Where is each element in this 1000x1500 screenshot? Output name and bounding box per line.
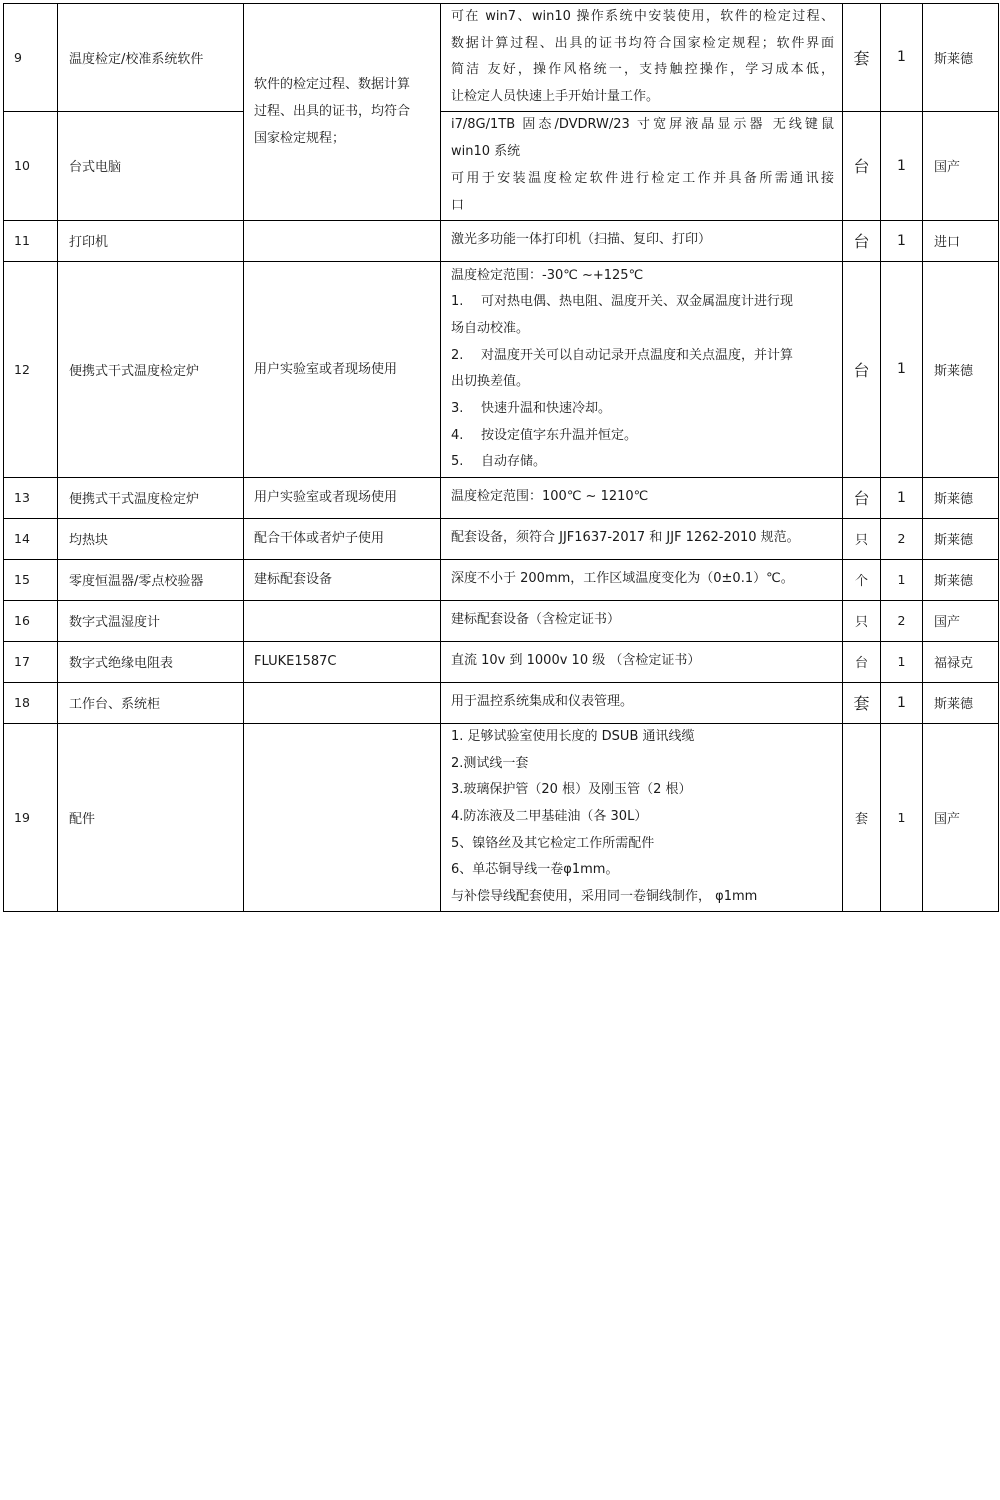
row-number: 18 (4, 682, 58, 723)
table-row (4, 261, 999, 477)
description-line: 1. 可对热电偶、热电阻、温度开关、双金属温度计进行现 (451, 294, 794, 310)
table-row (4, 4, 999, 112)
item-quantity: 1 (881, 641, 923, 682)
item-unit: 只 (843, 600, 881, 641)
item-quantity: 1 (881, 4, 923, 112)
item-manufacturer: 斯莱德 (923, 559, 999, 600)
item-usage (244, 220, 441, 261)
description-line: 场自动校准。 (451, 320, 530, 336)
row-number: 16 (4, 600, 58, 641)
table-row (4, 723, 999, 911)
item-manufacturer: 斯莱德 (923, 518, 999, 559)
item-quantity: 1 (881, 682, 923, 723)
item-name: 打印机 (58, 220, 244, 261)
row-number: 11 (4, 220, 58, 261)
row-number: 14 (4, 518, 58, 559)
item-usage (244, 723, 441, 911)
item-manufacturer: 斯莱德 (923, 682, 999, 723)
item-description (441, 600, 843, 641)
description-line: 简洁 友好，操作风格统一，支持触控操作，学习成本低， (451, 62, 834, 78)
item-name: 配件 (58, 723, 244, 911)
item-quantity: 1 (881, 220, 923, 261)
table-row (4, 600, 999, 641)
item-description (441, 641, 843, 682)
table-row (4, 559, 999, 600)
table-row (4, 220, 999, 261)
item-description (441, 111, 843, 220)
item-unit: 套 (843, 4, 881, 112)
description-line: 4.防冻液及二甲基硅油（各 30L） (451, 808, 648, 824)
item-description (441, 723, 843, 911)
item-manufacturer: 进口 (923, 220, 999, 261)
description-line: i7/8G/1TB 固态/DVDRW/23 寸宽屏液晶显示器 无线键鼠 (451, 117, 834, 133)
description-line: 与补偿导线配套使用，采用同一卷铜线制作， φ1mm (451, 889, 758, 905)
item-manufacturer: 福禄克 (923, 641, 999, 682)
row-number: 19 (4, 723, 58, 911)
item-name: 零度恒温器/零点校验器 (58, 559, 244, 600)
item-name: 便携式干式温度检定炉 (58, 261, 244, 477)
item-quantity: 1 (881, 477, 923, 518)
item-description (441, 682, 843, 723)
description-line: 5、镍铬丝及其它检定工作所需配件 (451, 835, 655, 851)
table-row (4, 477, 999, 518)
item-usage (244, 682, 441, 723)
table-row (4, 682, 999, 723)
item-name: 均热块 (58, 518, 244, 559)
item-manufacturer: 国产 (923, 723, 999, 911)
item-unit: 只 (843, 518, 881, 559)
row-number: 12 (4, 261, 58, 477)
item-unit: 套 (843, 682, 881, 723)
description-line: 1. 足够试验室使用长度的 DSUB 通讯线缆 (451, 728, 695, 744)
row-number: 13 (4, 477, 58, 518)
item-unit: 套 (843, 723, 881, 911)
description-line: 温度检定范围：-30℃ ~+125℃ (451, 267, 644, 283)
description-line: 直流 10v 到 1000v 10 级 （含检定证书） (451, 653, 701, 669)
item-usage: 配合干体或者炉子使用 (244, 518, 441, 559)
table-row (4, 111, 999, 220)
usage-line: 过程、出具的证书，均符合 (254, 104, 411, 120)
item-name: 温度检定/校准系统软件 (58, 4, 244, 112)
description-line: 深度不小于 200mm，工作区域温度变化为（0±0.1）℃。 (451, 571, 794, 587)
equipment-spec-table (3, 3, 999, 912)
item-usage: 用户实验室或者现场使用 (244, 477, 441, 518)
item-name: 便携式干式温度检定炉 (58, 477, 244, 518)
item-usage-merged (244, 4, 441, 221)
item-quantity: 1 (881, 723, 923, 911)
description-line: win10 系统 (451, 144, 521, 160)
description-line: 激光多功能一体打印机（扫描、复印、打印） (451, 232, 712, 248)
description-line: 可用于安装温度检定软件进行检定工作并具备所需通讯接 (451, 170, 834, 186)
item-name: 工作台、系统柜 (58, 682, 244, 723)
description-line: 数据计算过程、出具的证书均符合国家检定规程；软件界面 (451, 35, 834, 51)
row-number: 9 (4, 4, 58, 112)
item-description (441, 261, 843, 477)
item-name: 数字式温湿度计 (58, 600, 244, 641)
description-line: 建标配套设备（含检定证书） (451, 612, 621, 628)
item-unit: 台 (843, 220, 881, 261)
item-usage: 用户实验室或者现场使用 (244, 261, 441, 477)
item-description (441, 559, 843, 600)
usage-line: 国家检定规程； (254, 131, 346, 147)
description-line: 可在 win7、win10 操作系统中安装使用，软件的检定过程、 (451, 9, 834, 24)
item-usage: 建标配套设备 (244, 559, 441, 600)
item-manufacturer: 国产 (923, 600, 999, 641)
item-description (441, 518, 843, 559)
table-row (4, 641, 999, 682)
item-quantity: 2 (881, 518, 923, 559)
item-description (441, 477, 843, 518)
item-unit: 台 (843, 111, 881, 220)
item-manufacturer: 国产 (923, 111, 999, 220)
item-unit: 台 (843, 261, 881, 477)
item-quantity: 1 (881, 261, 923, 477)
description-line: 5. 自动存储。 (451, 454, 547, 470)
item-manufacturer: 斯莱德 (923, 261, 999, 477)
item-name: 数字式绝缘电阻表 (58, 641, 244, 682)
description-line: 4. 按设定值字东升温并恒定。 (451, 427, 638, 443)
description-line: 温度检定范围：100℃ ~ 1210℃ (451, 489, 649, 505)
item-quantity: 1 (881, 111, 923, 220)
item-quantity: 2 (881, 600, 923, 641)
usage-line: 软件的检定过程、数据计算 (254, 77, 411, 93)
description-line: 口 (451, 197, 465, 213)
item-description (441, 4, 843, 112)
item-manufacturer: 斯莱德 (923, 477, 999, 518)
description-line: 3. 快速升温和快速冷却。 (451, 401, 612, 417)
row-number: 17 (4, 641, 58, 682)
item-quantity: 1 (881, 559, 923, 600)
item-usage (244, 600, 441, 641)
row-number: 10 (4, 111, 58, 220)
description-line: 2. 对温度开关可以自动记录开点温度和关点温度，并计算 (451, 347, 794, 363)
description-line: 用于温控系统集成和仪表管理。 (451, 694, 634, 710)
item-manufacturer: 斯莱德 (923, 4, 999, 112)
description-line: 出切换差值。 (451, 374, 530, 390)
description-line: 配套设备，须符合 JJF1637-2017 和 JJF 1262-2010 规范。 (451, 530, 800, 546)
description-line: 2.测试线一套 (451, 755, 529, 771)
item-description (441, 220, 843, 261)
item-name: 台式电脑 (58, 111, 244, 220)
table-row (4, 518, 999, 559)
row-number: 15 (4, 559, 58, 600)
item-unit: 个 (843, 559, 881, 600)
description-line: 6、单芯铜导线一卷φ1mm。 (451, 862, 619, 878)
description-line: 让检定人员快速上手开始计量工作。 (451, 89, 660, 105)
item-unit: 台 (843, 641, 881, 682)
description-line: 3.玻璃保护管（20 根）及刚玉管（2 根） (451, 782, 692, 798)
item-unit: 台 (843, 477, 881, 518)
item-usage: FLUKE1587C (244, 641, 441, 682)
